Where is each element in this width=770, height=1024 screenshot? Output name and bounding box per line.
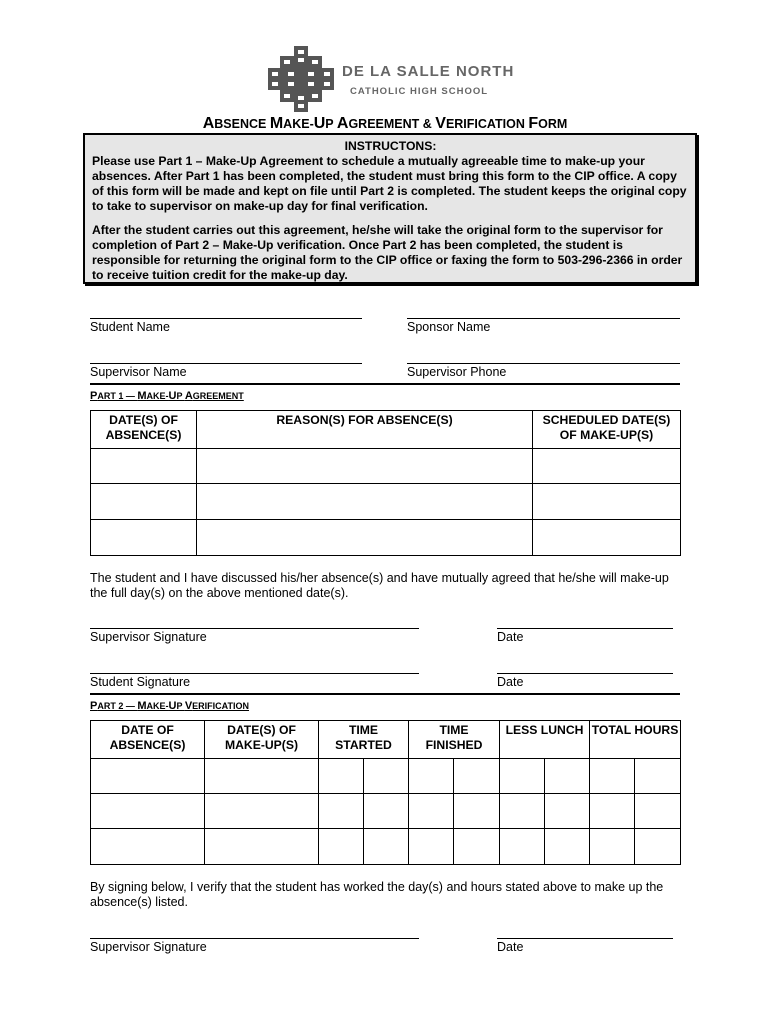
sponsor-name-line[interactable] [407, 318, 680, 319]
part2-cell[interactable] [409, 794, 454, 829]
date-line-1[interactable] [497, 628, 673, 629]
part2-cell[interactable] [454, 759, 500, 794]
student-signature-label: Student Signature [90, 675, 191, 689]
table-row [91, 794, 681, 829]
part2-cell[interactable] [319, 829, 364, 865]
part2-cell[interactable] [635, 759, 681, 794]
table-row [91, 759, 681, 794]
supervisor-name-label: Supervisor Name [90, 365, 187, 379]
final-supervisor-signature-line[interactable] [90, 938, 419, 939]
agreement-text: The student and I have discussed his/her absence(s) and have mutually agreed that he/she will make-up the full day(s) on the above mentioned date(s). [90, 571, 669, 600]
part2-heading: PART 2 — MAKE-UP VERIFICATION [90, 700, 250, 712]
instructions-heading: INSTRUCTONS: [344, 139, 437, 153]
part1-table [90, 410, 681, 556]
part1-cell[interactable] [197, 449, 533, 484]
part2-cell[interactable] [454, 829, 500, 865]
part2-cell[interactable] [590, 794, 635, 829]
part1-heading: PART 1 — MAKE-UP AGREEMENT [90, 390, 244, 402]
part2-col-date-absence: DATE OF ABSENCE(S) [91, 721, 205, 759]
final-date-line[interactable] [497, 938, 673, 939]
part2-cell[interactable] [590, 759, 635, 794]
student-name-label: Student Name [90, 320, 170, 334]
part2-col-less-lunch: LESS LUNCH [500, 721, 590, 759]
part2-cell[interactable] [545, 759, 590, 794]
part2-col-time-started: TIME STARTED [319, 721, 409, 759]
school-subtitle: CATHOLIC HIGH SCHOOL [350, 86, 489, 97]
supervisor-phone-line[interactable] [407, 363, 680, 364]
part1-cell[interactable] [533, 484, 681, 520]
school-name: DE LA SALLE NORTH [342, 63, 515, 80]
date-label-1: Date [497, 630, 524, 644]
section-divider [90, 693, 680, 695]
table-row [91, 829, 681, 865]
part1-cell[interactable] [533, 449, 681, 484]
part2-cell[interactable] [319, 759, 364, 794]
part1-cell[interactable] [533, 520, 681, 556]
student-signature-line[interactable] [90, 673, 419, 674]
date-label-2: Date [497, 675, 524, 689]
part2-col-time-finished: TIME FINISHED [409, 721, 500, 759]
part1-cell[interactable] [197, 520, 533, 556]
instructions-paragraph-2: After the student carries out this agreement, he/she will take the original form to the supervisor for completion of Part 2 – Make-Up verification. Once Part 2 has been completed, the student is responsible for returning the original form to the CIP office or faxing the form to 503-296-2366 in order to receive tuition credit for the make-up day. [92, 223, 683, 282]
part2-cell[interactable] [205, 794, 319, 829]
part2-cell[interactable] [364, 759, 409, 794]
part2-cell[interactable] [500, 829, 545, 865]
part1-col-reason: REASON(S) FOR ABSENCE(S) [197, 411, 533, 449]
part2-cell[interactable] [545, 794, 590, 829]
part2-cell[interactable] [409, 829, 454, 865]
part2-cell[interactable] [205, 759, 319, 794]
part2-cell[interactable] [545, 829, 590, 865]
part2-col-total-hours: TOTAL HOURS [590, 721, 681, 759]
part2-cell[interactable] [635, 829, 681, 865]
table-row [91, 484, 681, 520]
part1-cell[interactable] [197, 484, 533, 520]
table-row [91, 520, 681, 556]
supervisor-name-line[interactable] [90, 363, 362, 364]
part2-cell[interactable] [364, 829, 409, 865]
part2-cell[interactable] [409, 759, 454, 794]
part2-cell[interactable] [319, 794, 364, 829]
part2-cell[interactable] [454, 794, 500, 829]
instructions-paragraph-1: Please use Part 1 – Make-Up Agreement to schedule a mutually agreeable time to make-up your absences. After Part 1 has been completed, the student must bring this form to the CIP office. A copy of this form will be made and kept on file until Part 2 is completed. The student keeps the original copy to take to supervisor on make-up day for final verification. [92, 154, 687, 213]
part2-cell[interactable] [91, 759, 205, 794]
table-row [91, 449, 681, 484]
verify-text: By signing below, I verify that the student has worked the day(s) and hours stated above to make up the absence(s) listed. [90, 880, 664, 909]
part1-cell[interactable] [91, 449, 197, 484]
part1-col-dates-absence: DATE(S) OF ABSENCE(S) [91, 411, 197, 449]
school-logo-cross-icon [268, 46, 334, 112]
supervisor-signature-label: Supervisor Signature [90, 630, 207, 644]
part2-cell[interactable] [364, 794, 409, 829]
instructions-box [83, 133, 697, 284]
form-title: ABSENCE MAKE-UP AGREEMENT & VERIFICATION FORM [202, 115, 568, 132]
supervisor-signature-line[interactable] [90, 628, 419, 629]
part2-table [90, 720, 681, 865]
part2-cell[interactable] [91, 794, 205, 829]
part2-cell[interactable] [590, 829, 635, 865]
part2-cell[interactable] [635, 794, 681, 829]
part1-cell[interactable] [91, 520, 197, 556]
part2-cell[interactable] [500, 759, 545, 794]
part2-cell[interactable] [205, 829, 319, 865]
section-divider [90, 383, 680, 385]
final-supervisor-signature-label: Supervisor Signature [90, 940, 207, 954]
sponsor-name-label: Sponsor Name [407, 320, 491, 334]
part1-col-scheduled: SCHEDULED DATE(S) OF MAKE-UP(S) [533, 411, 681, 449]
part2-col-date-makeup: DATE(S) OF MAKE-UP(S) [205, 721, 319, 759]
supervisor-phone-label: Supervisor Phone [407, 365, 507, 379]
date-line-2[interactable] [497, 673, 673, 674]
final-date-label: Date [497, 940, 524, 954]
part2-cell[interactable] [91, 829, 205, 865]
student-name-line[interactable] [90, 318, 362, 319]
part2-cell[interactable] [500, 794, 545, 829]
part1-cell[interactable] [91, 484, 197, 520]
